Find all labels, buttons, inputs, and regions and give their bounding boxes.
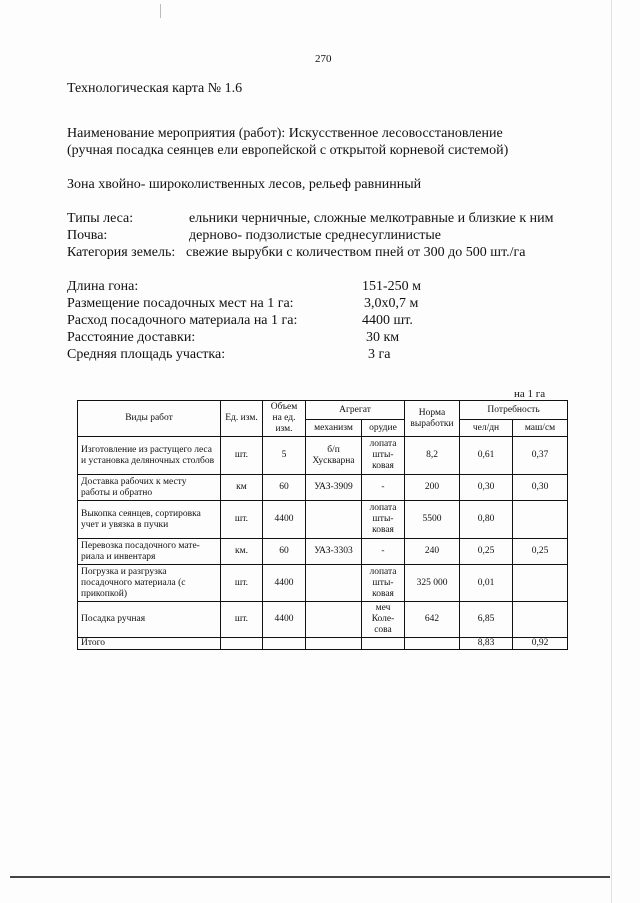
cell-volume: 4400 xyxy=(263,501,306,539)
forest-type-label: Типы леса: xyxy=(67,211,134,226)
table-row xyxy=(78,475,568,501)
cell-volume: 60 xyxy=(263,475,306,501)
cell-mechanism xyxy=(306,602,362,638)
cell-work: Доставка рабочих к месту работы и обратно xyxy=(78,475,221,501)
cell-man-days: 0,61 xyxy=(460,437,513,475)
cell-machine-shifts: 0,37 xyxy=(513,437,568,475)
cell-norm: 325 000 xyxy=(405,565,460,602)
table-row xyxy=(78,602,568,638)
cell-tool: лопата шты-ковая xyxy=(362,437,405,475)
cell-mechanism: УАЗ-3909 xyxy=(306,475,362,501)
cell-man-days: 0,01 xyxy=(460,565,513,602)
cell-norm: 8,2 xyxy=(405,437,460,475)
cell-work: Изготовление из растущего леса и установка деляночных столбов xyxy=(78,437,221,475)
param-label: Длина гона: xyxy=(67,279,139,294)
param-label: Размещение посадочных мест на 1 га: xyxy=(67,296,294,311)
table-row xyxy=(78,437,568,475)
scan-edge-bottom xyxy=(10,876,610,878)
cell-mechanism: б/п Хускварна xyxy=(306,437,362,475)
cell-machine-shifts xyxy=(513,565,568,602)
cell-mechanism xyxy=(306,565,362,602)
cell-unit: шт. xyxy=(221,565,263,602)
cell-volume: 4400 xyxy=(263,565,306,602)
cell-tool: меч Коле-сова xyxy=(362,602,405,638)
header-mechanism: механизм xyxy=(306,420,362,437)
cell-norm: 200 xyxy=(405,475,460,501)
cell-machine-shifts xyxy=(513,602,568,638)
header-unit: Ед. изм. xyxy=(221,401,263,437)
scan-edge-tick xyxy=(160,4,161,18)
soil-value: дерново- подзолистые среднесуглинистые xyxy=(189,228,441,243)
header-need: Потребность xyxy=(460,401,568,420)
cell-mechanism xyxy=(306,501,362,539)
param-label: Расстояние доставки: xyxy=(67,330,196,345)
cell-norm: 5500 xyxy=(405,501,460,539)
cell-unit: шт. xyxy=(221,437,263,475)
param-value: 30 км xyxy=(366,330,400,345)
cell-work: Перевозка посадочного мате-риала и инвентаря xyxy=(78,539,221,565)
header-tool: орудие xyxy=(362,420,405,437)
land-category-value: свежие вырубки с количеством пней от 300 до 500 шт./га xyxy=(186,245,526,260)
header-norm: Норма выработки xyxy=(405,401,460,437)
header-man-days: чел/дн xyxy=(460,420,513,437)
cell-norm: 240 xyxy=(405,539,460,565)
page-number: 270 xyxy=(315,53,332,65)
cell-unit: км xyxy=(221,475,263,501)
forest-type-value: ельники черничные, сложные мелкотравные и близкие к ним xyxy=(189,211,554,226)
cell-man-days: 6,85 xyxy=(460,602,513,638)
cell-machine-shifts xyxy=(513,501,568,539)
land-category-label: Категория земель: xyxy=(67,245,176,260)
zone-text: Зона хвойно- широколиственных лесов, рельеф равнинный xyxy=(67,177,422,192)
cell-machine-shifts: 0,30 xyxy=(513,475,568,501)
total-man-days: 8,83 xyxy=(460,638,513,650)
scan-edge-right xyxy=(611,0,612,903)
cell-unit: шт. xyxy=(221,602,263,638)
cell-volume: 60 xyxy=(263,539,306,565)
total-label: Итого xyxy=(78,638,221,650)
param-value: 4400 шт. xyxy=(362,313,413,328)
cell-work: Выкопка сеянцев, сортировка учет и увязка в пучки xyxy=(78,501,221,539)
cell-tool: - xyxy=(362,539,405,565)
activity-line-1: Наименование мероприятия (работ): Искусственное лесовосстановление xyxy=(67,126,503,141)
total-machine-shifts: 0,92 xyxy=(513,638,568,650)
cell-volume: 4400 xyxy=(263,602,306,638)
work-norms-table xyxy=(77,400,568,650)
activity-line-2: (ручная посадка сеянцев ели европейской с открытой корневой системой) xyxy=(67,143,509,158)
param-value: 3,0х0,7 м xyxy=(364,296,419,311)
cell-mechanism: УАЗ-3303 xyxy=(306,539,362,565)
cell-man-days: 0,25 xyxy=(460,539,513,565)
cell-norm: 642 xyxy=(405,602,460,638)
cell-machine-shifts: 0,25 xyxy=(513,539,568,565)
param-value: 3 га xyxy=(368,347,391,362)
cell-tool: лопата шты-ковая xyxy=(362,501,405,539)
table-total-row xyxy=(78,638,568,650)
cell-volume: 5 xyxy=(263,437,306,475)
param-label: Расход посадочного материала на 1 га: xyxy=(67,313,298,328)
table-row xyxy=(78,501,568,539)
cell-unit: км. xyxy=(221,539,263,565)
cell-man-days: 0,80 xyxy=(460,501,513,539)
header-aggregate: Агрегат xyxy=(306,401,405,420)
header-work: Виды работ xyxy=(78,401,221,437)
table-row xyxy=(78,539,568,565)
soil-label: Почва: xyxy=(67,228,108,243)
cell-tool: - xyxy=(362,475,405,501)
header-machine-shifts: маш/см xyxy=(513,420,568,437)
cell-work: Погрузка и разгрузка посадочного материала (с прикопкой) xyxy=(78,565,221,602)
per-hectare-note: на 1 га xyxy=(514,388,546,400)
cell-tool: лопата шты-ковая xyxy=(362,565,405,602)
cell-unit: шт. xyxy=(221,501,263,539)
doc-title: Технологическая карта № 1.6 xyxy=(67,81,243,96)
param-label: Средняя площадь участка: xyxy=(67,347,226,362)
cell-man-days: 0,30 xyxy=(460,475,513,501)
header-volume: Объем на ед. изм. xyxy=(263,401,306,437)
param-value: 151-250 м xyxy=(362,279,422,294)
table-row xyxy=(78,565,568,602)
cell-work: Посадка ручная xyxy=(78,602,221,638)
